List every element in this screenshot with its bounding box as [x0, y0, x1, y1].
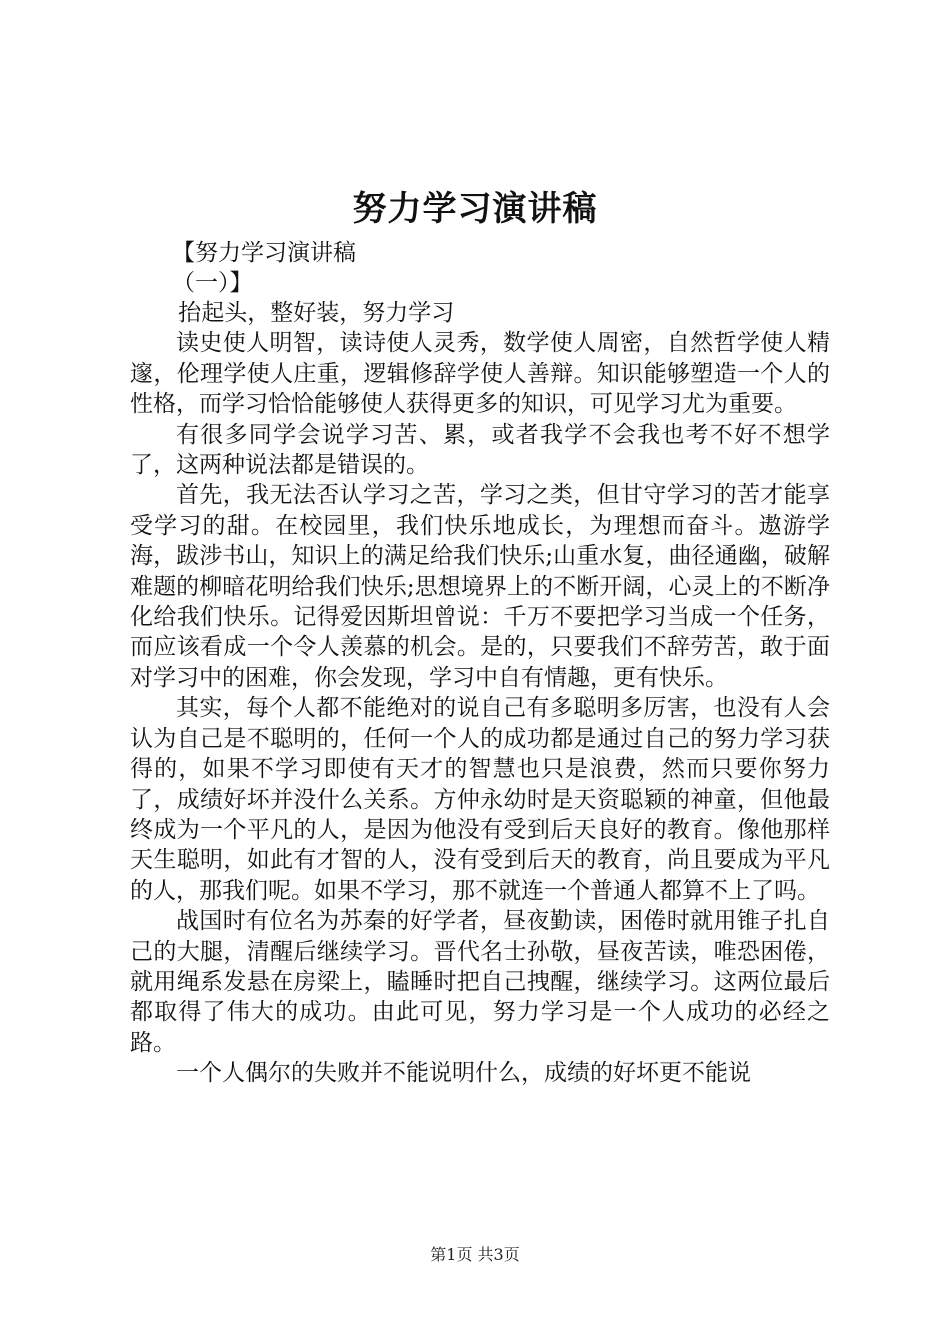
paragraph-6: 战国时有位名为苏秦的好学者，昼夜勤读，困倦时就用锥子扎自己的大腿，清醒后继续学习。晋代名士孙敬，昼夜苦读，唯恐困倦，就用绳系发悬在房梁上，瞌睡时把自己拽醒，继续学习。这两位最后都取得了伟大的成功。由此可见，努力学习是一个人成功的必经之路。	[130, 908, 830, 1056]
paragraph-7: 一个人偶尔的失败并不能说明什么，成绩的好坏更不能说	[176, 1060, 751, 1087]
paragraph-4: 首先，我无法否认学习之苦，学习之类，但甘守学习的苦才能享受学习的甜。在校园里，我们快乐地成长，为理想而奋斗。遨游学海，跋涉书山，知识上的满足给我们快乐;山重水复，曲径通幽，破解难题的柳暗花明给我们快乐;思想境界上的不断开阔，心灵上的不断净化给我们快乐。记得爱因斯坦曾说：千万不要把学习当成一个任务，而应该看成一个令人羡慕的机会。是的，只要我们不辞劳苦，敢于面对学习中的困难，你会发现，学习中自有情趣，更有快乐。	[130, 482, 830, 691]
subtitle-line-1: 【努力学习演讲稿	[172, 240, 356, 266]
subtitle-line-2: （一）】	[172, 270, 253, 296]
document-body	[130, 298, 830, 1089]
paragraph-5: 其实，每个人都不能绝对的说自己有多聪明多厉害，也没有人会认为自己是不聪明的，任何一个人的成功都是通过自己的努力学习获得的，如果不学习即使有天才的智慧也只是浪费，然而只要你努力了，成绩好坏并没什么关系。方仲永幼时是天资聪颖的神童，但他最终成为一个平凡的人，是因为他没有受到后天良好的教育。像他那样天生聪明，如此有才智的人，没有受到后天的教育，尚且要成为平凡的人，那我们呢。如果不学习，那不就连一个普通人都算不上了吗。	[130, 695, 830, 904]
paragraph-1: 抬起头，整好装，努力学习	[178, 300, 455, 326]
page-indicator: 第1页 共3页	[430, 1245, 520, 1264]
document-title: 努力学习演讲稿	[352, 189, 598, 229]
paragraph-2: 读史使人明智，读诗使人灵秀，数学使人周密，自然哲学使人精邃，伦理学使人庄重，逻辑修辞学使人善辩。知识能够塑造一个人的性格，而学习恰恰能够使人获得更多的知识，可见学习尤为重要。	[130, 330, 830, 418]
paragraph-3: 有很多同学会说学习苦、累，或者我学不会我也考不好不想学了，这两种说法都是错误的。	[130, 421, 830, 479]
